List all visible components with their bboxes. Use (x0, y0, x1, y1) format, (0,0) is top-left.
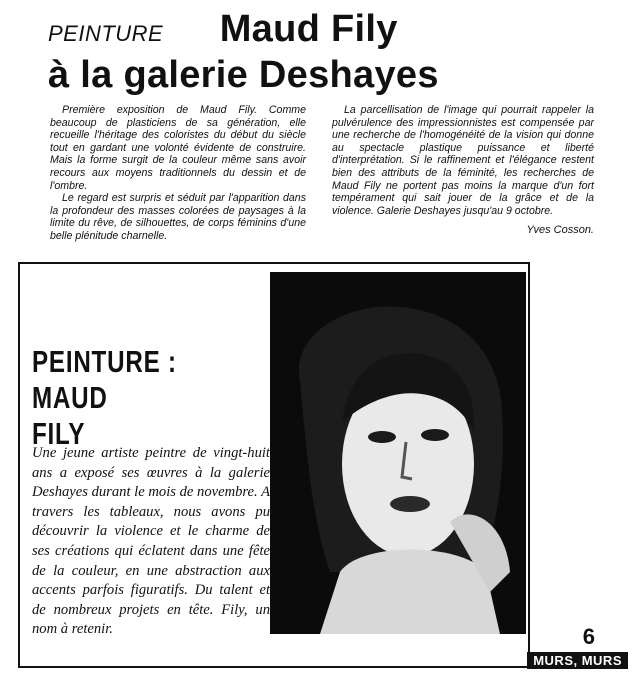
portrait-illustration (270, 272, 526, 634)
newspaper-clipping-1 (0, 0, 640, 250)
article-title: PEINTURE : MAUD FILY (32, 344, 177, 451)
article-column-right (332, 104, 594, 217)
paragraph: Le regard est surpris et séduit par l'apparition dans la profondeur des masses colorées de paysages à la limite du rêve, de silhouettes, de corps féminins d'une belle plénitude charnelle. (50, 192, 306, 242)
page-number: 6 (582, 624, 595, 649)
headline-line-2: à la galerie Deshayes (48, 54, 439, 96)
article-column-left (50, 104, 306, 243)
paragraph: Première exposition de Maud Fily. Comme beaucoup de plasticiens de sa génération, elle recueille l'héritage des coloristes du début du siècle tout en gardant une volonté évidente de construire. Mais la forme surgit de la couleur même sans avoir recours aux moyens traditionnels du dessin et de l'ombre. (50, 104, 306, 192)
paragraph: La parcellisation de l'image qui pourrait rappeler la pulvérulence des impressionnistes est compensée par une recherche de l'homogénéité de la vision qui donne au spectacle plastique puissance et liberté d'interprétation. Si le raffinement et l'élégance restent bien des attributs de la féminité, les recherches de Maud Fily ne portent pas moins la marque d'un fort tempérament qui sait jouer de la grâce et de la violence. Galerie Deshayes jusqu'au 9 octobre. (332, 104, 594, 217)
section-kicker: PEINTURE (48, 21, 164, 46)
headline-row (48, 8, 398, 51)
artist-portrait-photo (270, 272, 526, 634)
headline-line-1: Maud Fily (219, 8, 398, 50)
newspaper-clipping-2 (18, 262, 530, 668)
author-signature: Yves Cosson. (526, 224, 594, 236)
magazine-logo: MURS, MURS (527, 652, 628, 669)
article-body: Une jeune artiste peintre de vingt-huit ans a exposé ses œuvres à la galerie Deshayes durant le mois de novembre. A travers les tableaux, nous avons pu découvrir la violence et le charme de ses créations qui éclatent dans une fête de la couleur, en une abstraction aux accents parfois figuratifs. Du talent et de nombreux projets en tête. Fily, un nom à retenir. (32, 445, 270, 638)
